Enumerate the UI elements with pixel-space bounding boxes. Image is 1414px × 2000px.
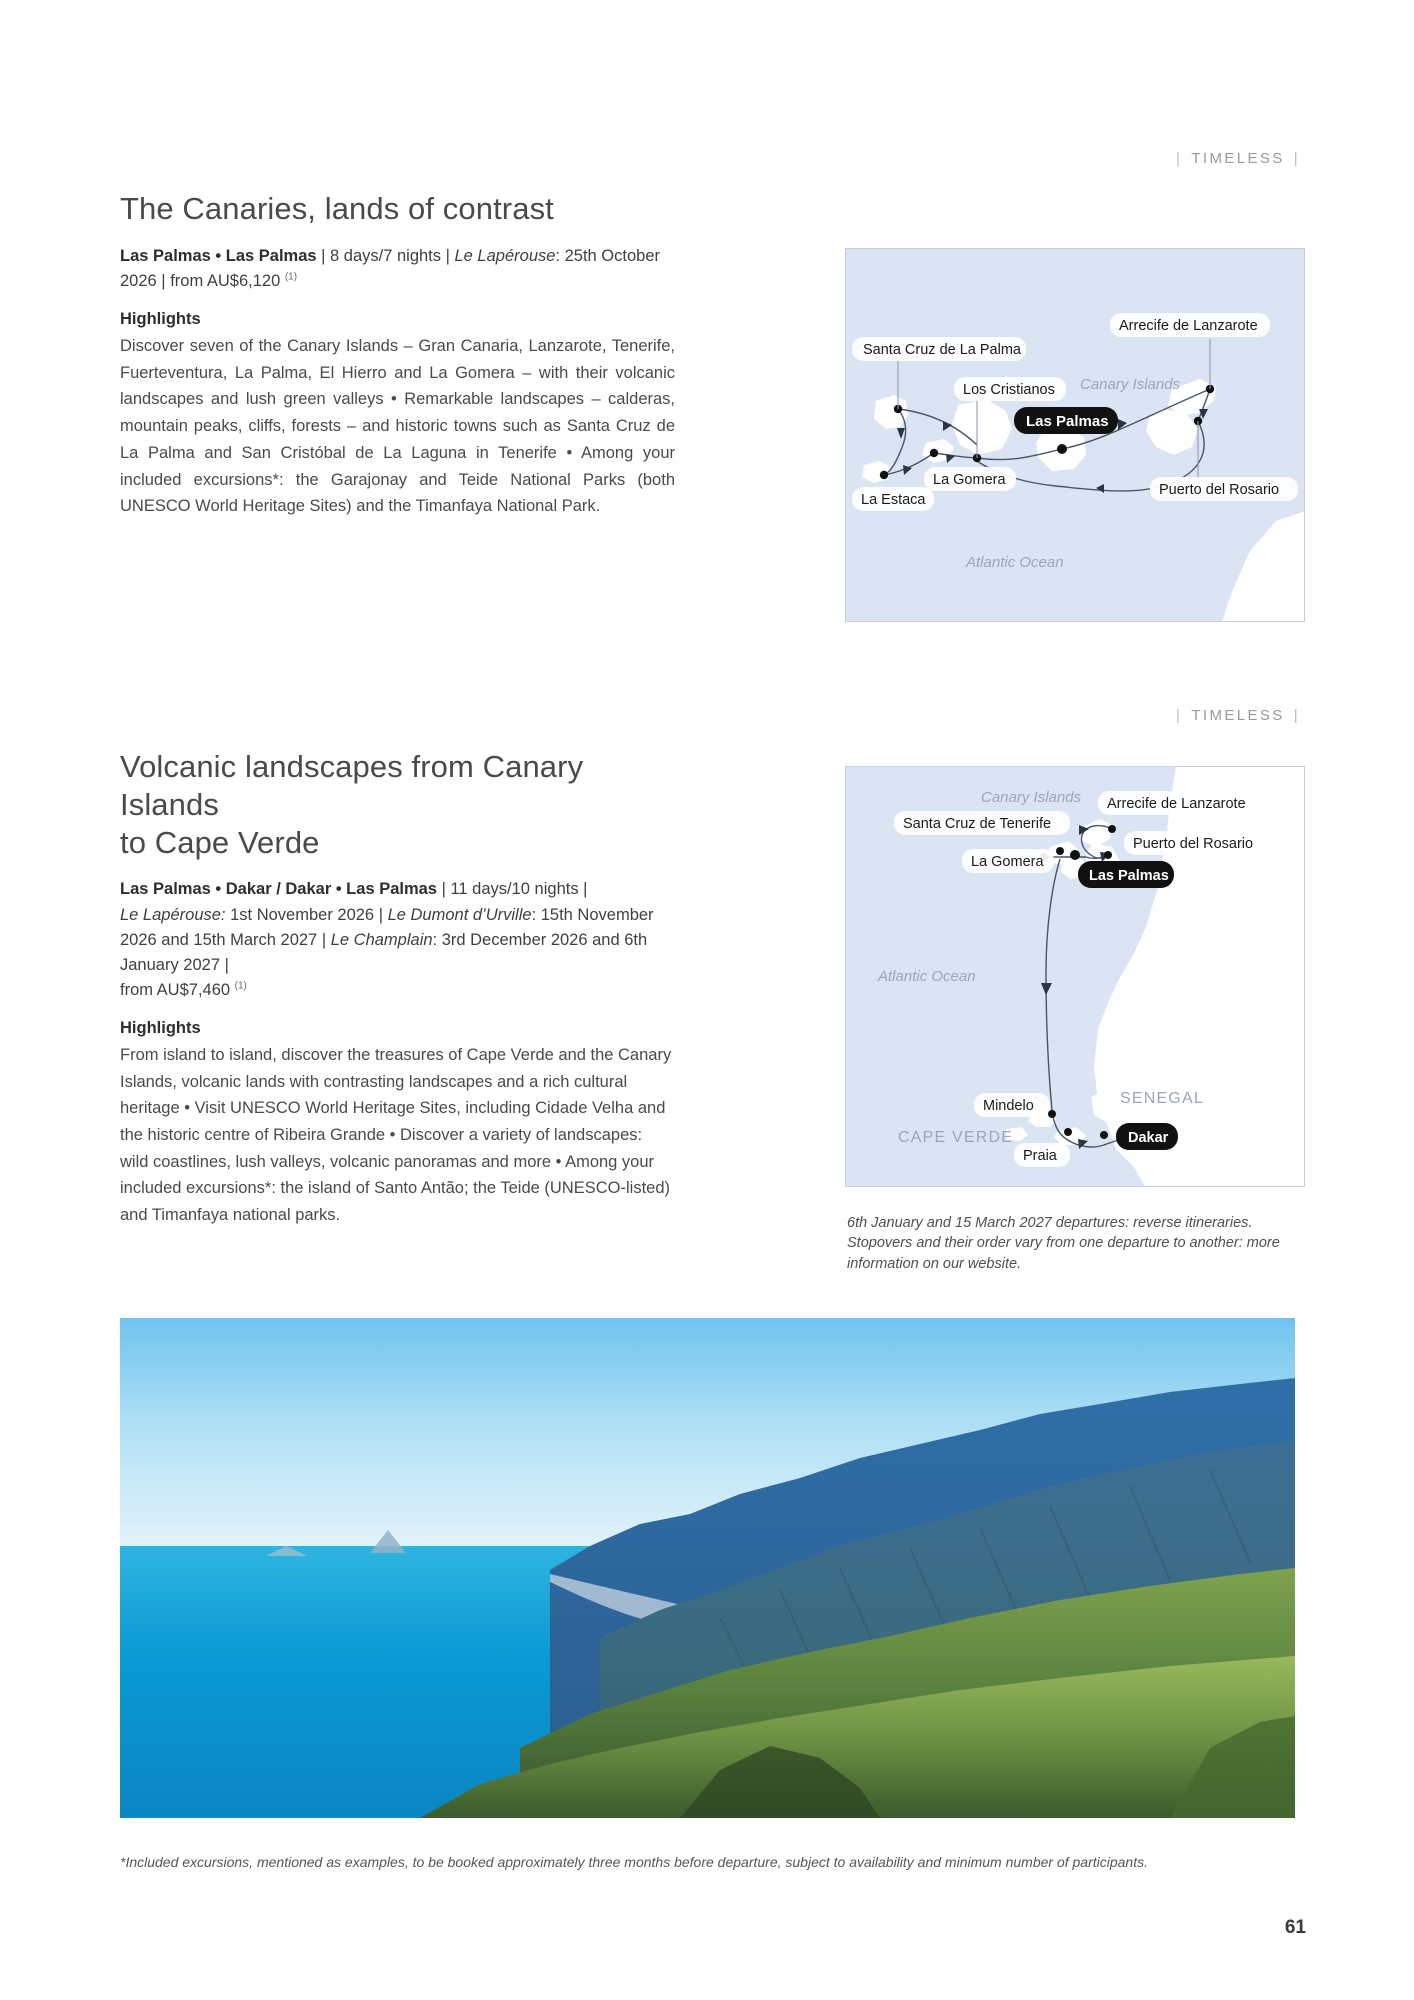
cruise-title-2 [120,748,675,861]
itinerary-map-1[interactable] [845,248,1305,622]
cruise-ship-2-1: Le Lapérouse: [120,905,226,924]
pin-la-estaca [880,471,888,479]
eyebrow-bar-left: | [1176,150,1183,167]
pin-santa-cruz-de-tenerife [1056,847,1064,855]
sep: | [441,246,455,265]
eyebrow-label-2: TIMELESS [1191,707,1285,724]
pin-praia [1064,1128,1072,1136]
cruise-ship-1: Le Lapérouse [454,246,556,265]
page-footnote: *Included excursions, mentioned as examples, to be booked approximately three months before departure, subject to availability and minimum number of participants. [120,1854,1149,1870]
map1-label-los-cristianos: Los Cristianos [963,382,1055,398]
map2-label-la-gomera: La Gomera [971,854,1044,870]
map2-country-senegal: SENEGAL [1120,1090,1204,1107]
pin-mindelo [1048,1110,1056,1118]
pin-puerto-del-rosario [1104,851,1112,859]
map2-label-santa-cruz-de-tenerife: Santa Cruz de Tenerife [903,816,1052,832]
pin-dakar [1100,1131,1108,1139]
map1-label-arrecife-de-lanzarote: Arrecife de Lanzarote [1119,318,1258,334]
photo-svg [120,1318,1295,1818]
cruise-ship-2-3: Le Champlain [330,930,433,949]
cruise-ship-2-2-dates: 15th November 2026 and 15th March 2027 [120,905,654,949]
cruise-ship-2-2: Le Dumont d’Urville [387,905,532,924]
map2-country-cape-verde: CAPE VERDE [898,1129,1014,1146]
map1-label-la-gomera: La Gomera [933,472,1006,488]
pin-las-palmas [1057,444,1067,454]
map1-label-santa-cruz-de-la-palma: Santa Cruz de La Palma [863,342,1021,358]
map1-ocean-label: Atlantic Ocean [966,554,1064,571]
eyebrow-bar-right: | [1293,707,1300,724]
highlights-label-1: Highlights [120,309,201,328]
map1-label-puerto-del-rosario: Puerto del Rosario [1159,482,1280,498]
cruise-dates-1: 25th October 2026 [120,246,660,290]
map1-region-label: Canary Islands [1080,376,1181,393]
cruise-ship-2-3-dates: 3rd December 2026 and 6th January 2027 [120,930,648,974]
page-number: 61 [1284,1917,1306,1938]
highlights-label-2: Highlights [120,1018,201,1037]
map2-label-las-palmas: Las Palmas [1089,868,1169,884]
cruise-duration-2: 11 days/10 nights [450,880,579,899]
cruise-route-1: Las Palmas • Las Palmas [120,246,317,265]
map1-label-la-estaca: La Estaca [861,492,926,508]
cruise-title-1: The Canaries, lands of contrast [120,191,554,226]
eyebrow-bar-right: | [1293,150,1300,167]
sep: | [316,246,331,265]
eyebrow-bar-left: | [1176,707,1183,724]
map-2-svg [846,767,1305,1187]
cruise-meta-1: Las Palmas • Las Palmas | 8 days/7 nights | Le Lapérouse: 25th October 2026 | from AU$6,120 $^{(1)}$ [120,246,660,290]
pin-arrecife [1108,825,1116,833]
cruise-title-2-line1: Volcanic landscapes from Canary Islands [120,749,584,822]
map2-label-dakar: Dakar [1128,1130,1169,1146]
cruise-price-note-1: (1) [284,271,298,283]
map2-region-label: Canary Islands [981,789,1082,806]
section-eyebrow-2 [1167,707,1309,724]
cruise-block-2 [120,748,675,1229]
cruise-price-1: from AU$6,120 [170,271,281,290]
cruise-route-2: Las Palmas • Dakar / Dakar • Las Palmas [120,880,437,899]
pin-la-gomera [930,449,938,457]
cruise-price-2: from AU$7,460 [120,980,231,999]
cruise-block-1 [120,190,675,520]
map2-label-arrecife-de-lanzarote: Arrecife de Lanzarote [1107,796,1246,812]
pin-las-palmas [1070,850,1080,860]
cruise-ship-2-1-dates: 1st November 2026 [230,905,375,924]
section-eyebrow-1 [1167,150,1309,167]
map-1-svg [846,249,1305,622]
map2-label-praia: Praia [1023,1148,1057,1164]
map-2-caption: 6th January and 15 March 2027 departures: reverse itineraries. Stopovers and their order vary from one departure to another: more information on our website. [847,1214,1280,1272]
map1-label-las-palmas: Las Palmas [1026,413,1109,430]
cruise-price-note-2: (1) [234,980,247,992]
cruise-meta-2: Las Palmas • Dakar / Dakar • Las Palmas | 11 days/10 nights | Le Lapérouse: 1st November 2026 | Le Dumont d’Urville: 15th November 2026 and 15th March 2027 | Le Champlain: 3rd December 2026 and 6th January 2027 | from AU$7,460 $^{(1)}$ [120,880,654,999]
highlights-text-1: Discover seven of the Canary Islands – Gran Canaria, Lanzarote, Tenerife, Fuerteventura, La Palma, El Hierro and La Gomera – with their volcanic landscapes and lush green valleys • Remarkable landscapes – calderas, mountain peaks, cliffs, forests – and historic towns such as Santa Cruz de La Palma and San Cristóbal de La Laguna in Tenerife • Among your included excursions*: the Garajonay and Teide National Parks (both UNESCO World Heritage Sites) and the Timanfaya National Park. [120,336,675,516]
sep: | [156,271,171,290]
map2-label-mindelo: Mindelo [983,1098,1034,1114]
itinerary-map-2[interactable] [845,766,1305,1187]
map2-ocean-label: Atlantic Ocean [878,968,976,985]
highlights-text-2: From island to island, discover the treasures of Cape Verde and the Canary Islands, volcanic lands with contrasting landscapes and a rich cultural heritage • Visit UNESCO World Heritage Sites, including Cidade Velha and the historic centre of Ribeira Grande • Discover a variety of landscapes: wild coastlines, lush valleys, volcanic panoramas and more • Among your included excursions*: the island of Santo Antão; the Teide (UNESCO-listed) and Timanfaya national parks. [120,1045,672,1225]
cruise-duration-1: 8 days/7 nights [330,246,442,265]
destination-photo [120,1318,1295,1818]
map2-label-puerto-del-rosario: Puerto del Rosario [1133,836,1254,852]
cruise-title-2-line2: to Cape Verde [120,824,320,860]
eyebrow-label-1: TIMELESS [1191,150,1285,167]
